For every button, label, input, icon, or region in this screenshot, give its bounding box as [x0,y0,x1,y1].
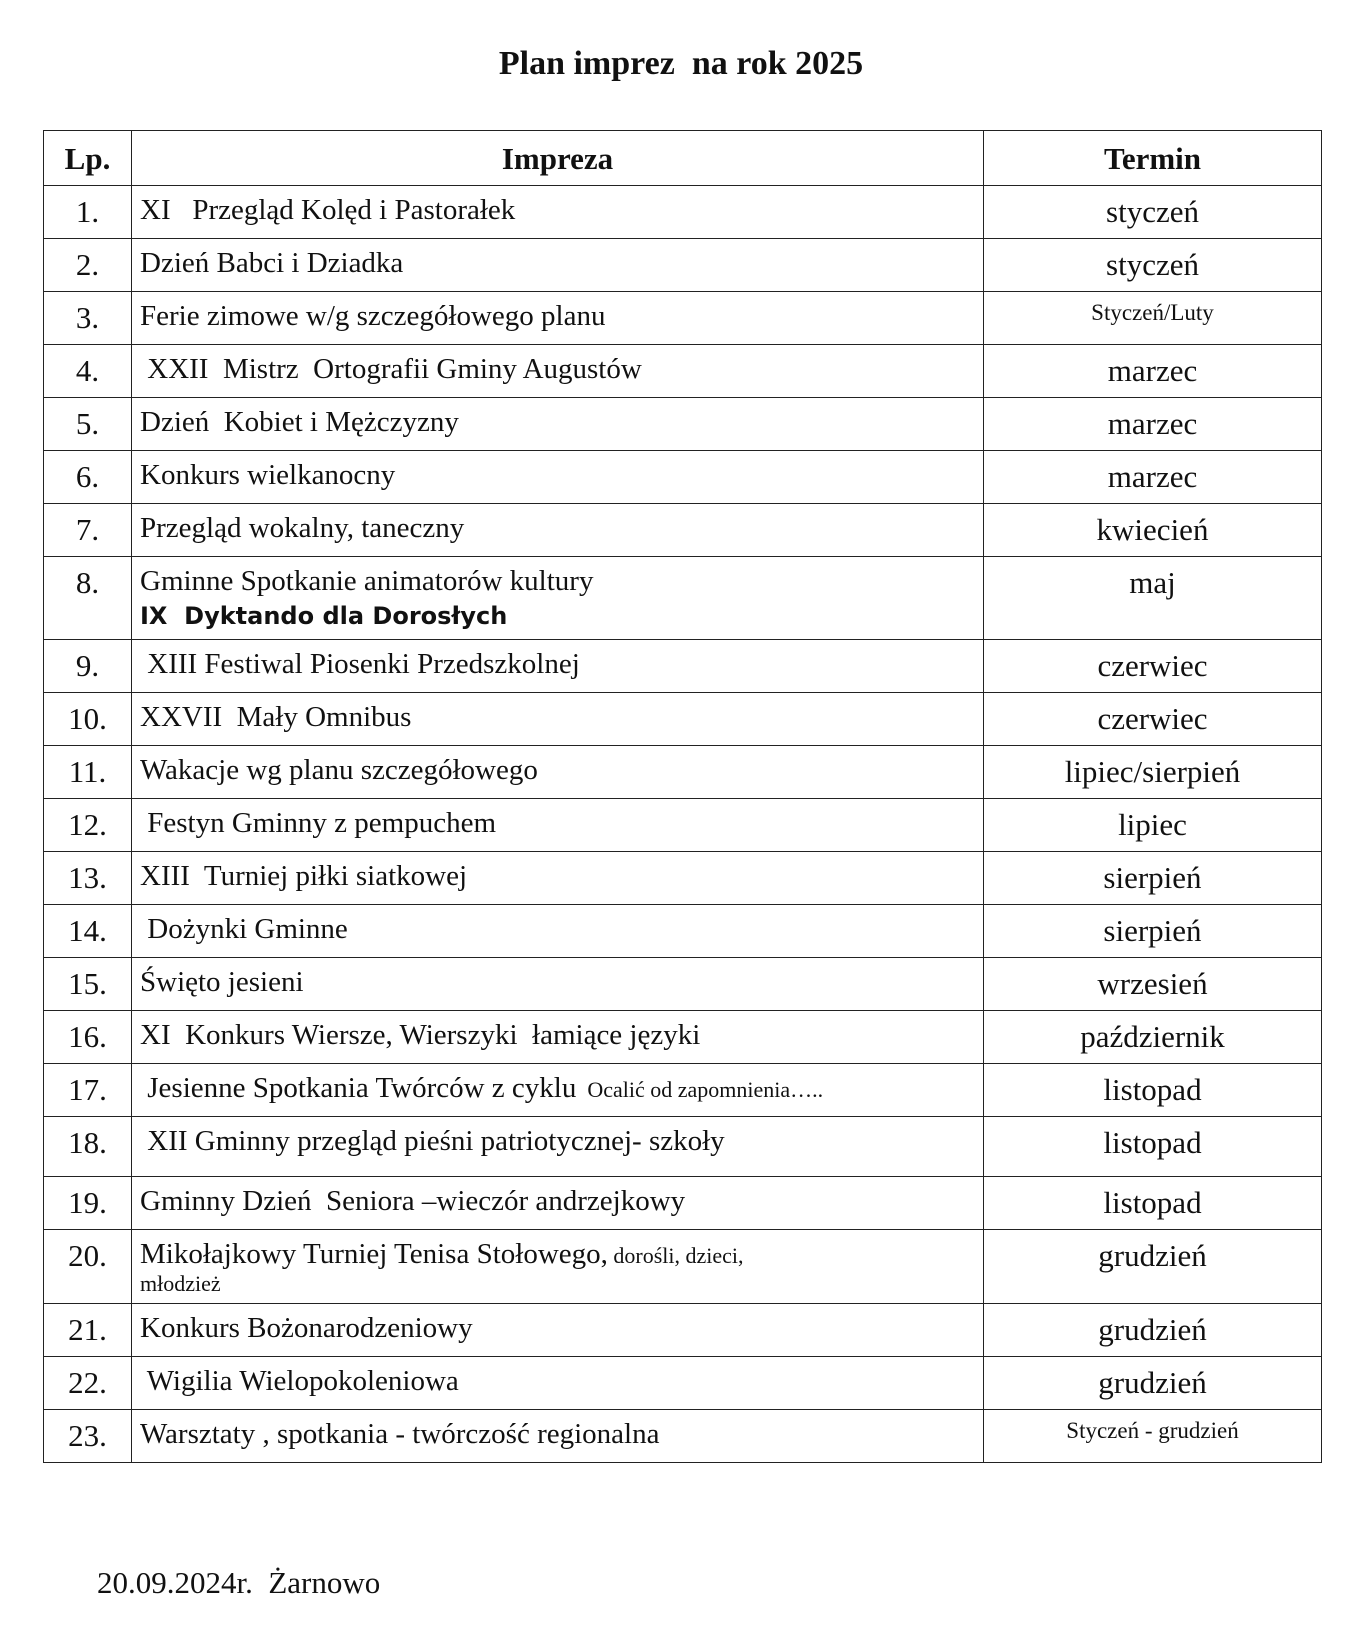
row-number: 16. [44,1011,132,1064]
table-row [44,640,1322,693]
event-name: Konkurs wielkanocny [132,451,984,504]
event-term: listopad [984,1117,1322,1177]
event-term: kwiecień [984,504,1322,557]
table-header-row [44,131,1322,186]
row-number: 19. [44,1177,132,1230]
row-number: 2. [44,239,132,292]
table-row [44,292,1322,345]
event-name [132,557,984,640]
event-term: lipiec [984,799,1322,852]
table-row [44,239,1322,292]
event-term: sierpień [984,852,1322,905]
event-term: lipiec/sierpień [984,746,1322,799]
event-name-sub: młodzież [140,1271,221,1296]
event-name-sub: IX Dyktando dla Dorosłych [140,602,508,630]
table-row [44,693,1322,746]
row-number: 3. [44,292,132,345]
event-name-main: Jesienne Spotkania Twórców z cyklu [140,1072,577,1104]
table-row [44,504,1322,557]
event-name: XIII Festiwal Piosenki Przedszkolnej [132,640,984,693]
event-name: XI Przegląd Kolęd i Pastorałek [132,186,984,239]
row-number: 20. [44,1230,132,1304]
table-row [44,905,1322,958]
table-row [44,186,1322,239]
event-name: Ferie zimowe w/g szczegółowego planu [132,292,984,345]
row-number: 14. [44,905,132,958]
event-term: marzec [984,451,1322,504]
table-row [44,1011,1322,1064]
row-number: 9. [44,640,132,693]
row-number: 4. [44,345,132,398]
table-row [44,1357,1322,1410]
event-name: Wigilia Wielopokoleniowa [132,1357,984,1410]
event-term: październik [984,1011,1322,1064]
event-name [132,1064,984,1117]
event-name: XII Gminny przegląd pieśni patriotycznej- szkoły [132,1117,984,1177]
row-number: 17. [44,1064,132,1117]
row-number: 23. [44,1410,132,1463]
table-row [44,852,1322,905]
row-number: 18. [44,1117,132,1177]
row-number: 13. [44,852,132,905]
event-name-main: Gminne Spotkanie animatorów kultury [140,565,594,597]
header-termin: Termin [984,131,1322,186]
row-number: 21. [44,1304,132,1357]
row-number: 15. [44,958,132,1011]
event-term: grudzień [984,1357,1322,1410]
header-impreza: Impreza [132,131,984,186]
event-term: styczeń [984,186,1322,239]
row-number: 8. [44,557,132,640]
table-row [44,958,1322,1011]
header-lp: Lp. [44,131,132,186]
event-term: grudzień [984,1230,1322,1304]
row-number: 5. [44,398,132,451]
table-row [44,799,1322,852]
table-row [44,1304,1322,1357]
document-title: Plan imprez na rok 2025 [498,45,864,82]
event-term: czerwiec [984,640,1322,693]
event-name-main: Mikołajkowy Turniej Tenisa Stołowego, [140,1238,608,1270]
event-name: Konkurs Bożonarodzeniowy [132,1304,984,1357]
event-name: Dzień Babci i Dziadka [132,239,984,292]
event-name-tail: dorośli, dzieci, [607,1243,744,1268]
event-term: Styczeń - grudzień [984,1410,1322,1463]
table-row [44,1117,1322,1177]
event-name: XI Konkurs Wiersze, Wierszyki łamiące języki [132,1011,984,1064]
event-name: XIII Turniej piłki siatkowej [132,852,984,905]
row-number: 10. [44,693,132,746]
event-name: Wakacje wg planu szczegółowego [132,746,984,799]
table-row [44,1177,1322,1230]
row-number: 22. [44,1357,132,1410]
event-term: Styczeń/Luty [984,292,1322,345]
event-name-tail: Ocalić od zapomnienia….. [576,1077,824,1102]
event-term: listopad [984,1064,1322,1117]
event-name: Warsztaty , spotkania - twórczość regionalna [132,1410,984,1463]
event-name: Przegląd wokalny, taneczny [132,504,984,557]
row-number: 12. [44,799,132,852]
event-name: Dzień Kobiet i Mężczyzny [132,398,984,451]
table-row [44,557,1322,640]
table-row [44,1230,1322,1304]
event-term: marzec [984,398,1322,451]
table-row [44,345,1322,398]
event-name: XXVII Mały Omnibus [132,693,984,746]
event-name: Gminny Dzień Seniora –wieczór andrzejkowy [132,1177,984,1230]
event-term: styczeń [984,239,1322,292]
event-term: sierpień [984,905,1322,958]
table-row [44,451,1322,504]
row-number: 11. [44,746,132,799]
event-term: listopad [984,1177,1322,1230]
event-name: Święto jesieni [132,958,984,1011]
events-table [43,130,1322,1463]
event-term: wrzesień [984,958,1322,1011]
event-name: XXII Mistrz Ortografii Gminy Augustów [132,345,984,398]
table-row [44,1410,1322,1463]
event-name: Festyn Gminny z pempuchem [132,799,984,852]
row-number: 7. [44,504,132,557]
event-term: czerwiec [984,693,1322,746]
table-row [44,746,1322,799]
table-row [44,1064,1322,1117]
event-term: marzec [984,345,1322,398]
table-row [44,398,1322,451]
row-number: 6. [44,451,132,504]
date-place-footer: 20.09.2024r. Żarnowo [97,1565,381,1600]
row-number: 1. [44,186,132,239]
event-name: Dożynki Gminne [132,905,984,958]
event-term: grudzień [984,1304,1322,1357]
event-name [132,1230,984,1304]
event-term: maj [984,557,1322,640]
